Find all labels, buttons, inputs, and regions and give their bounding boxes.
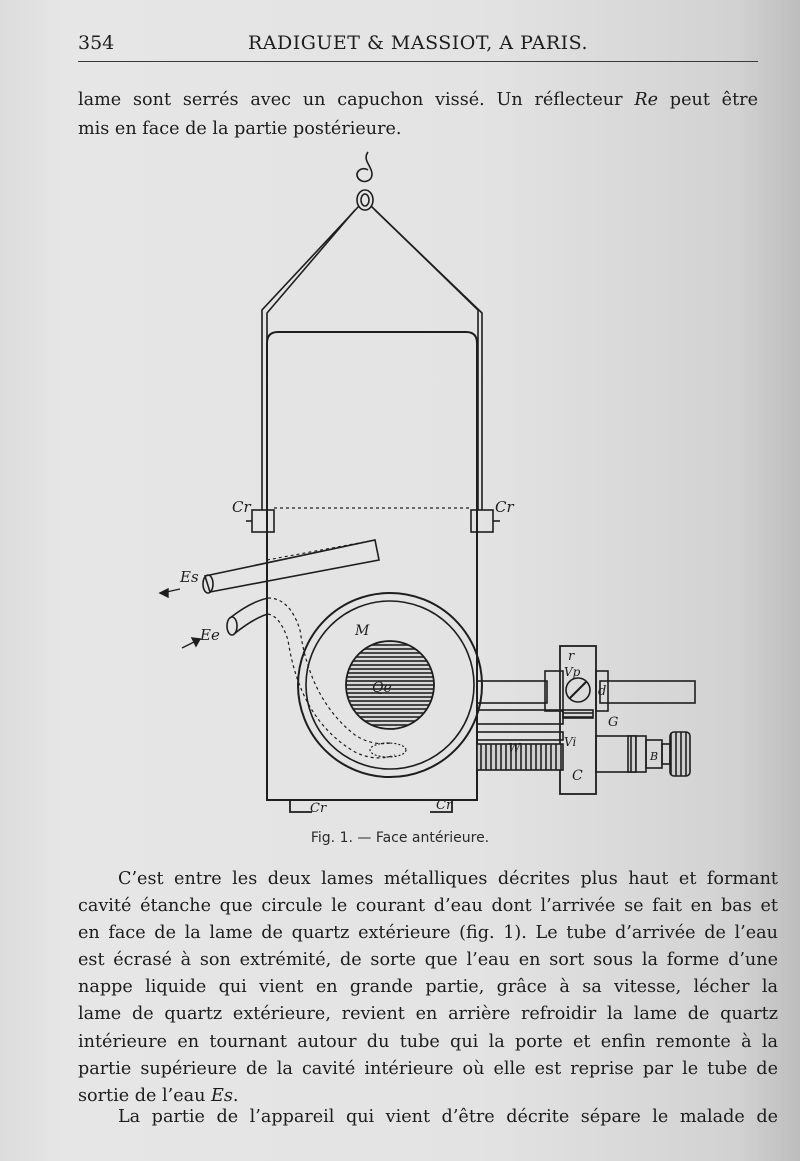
- paragraph-2-line-4: est écrasé à son extrémité, de sorte que l’eau en sort sous la forme d’une: [78, 950, 778, 971]
- paragraph-2-line-9: sortie de l’eau Es.: [78, 1085, 239, 1106]
- figure-caption: Fig. 1. — Face antérieure.: [310, 830, 490, 846]
- paragraph-2-line-7: intérieure en tournant autour du tube qui la porte et enfin remonte à la: [78, 1031, 778, 1052]
- paragraph-2: [78, 866, 778, 1110]
- paragraph-3-line-1: La partie de l’appareil qui vient d’être décrite sépare le malade de: [118, 1107, 778, 1127]
- label-cr-bottom-right: Cr: [436, 798, 453, 813]
- label-vp: Vp: [564, 665, 581, 679]
- hanger-wire-right: [371, 206, 478, 510]
- label-es: Es: [180, 568, 199, 586]
- label-qe: Qe: [372, 680, 392, 696]
- support-rod: [477, 681, 547, 703]
- page-number: 354: [78, 32, 115, 54]
- apparatus-drawing: [150, 140, 710, 830]
- outlet-tube-es: [205, 540, 379, 592]
- apparatus-body: [267, 332, 477, 800]
- paragraph-2-line-1: C’est entre les deux lames métalliques décrites plus haut et formant: [118, 869, 778, 889]
- label-m: M: [355, 623, 370, 639]
- paragraph-2-line-3: en face de la lame de quartz extérieure (fig. 1). Le tube d’arrivée de l’eau: [78, 923, 778, 944]
- label-cr-bottom-left: Cr: [310, 801, 327, 816]
- hook: [357, 152, 372, 181]
- hanger-wire-left: [262, 206, 359, 510]
- label-ee: Ee: [200, 626, 220, 644]
- label-w: W: [508, 741, 521, 755]
- clamp-left: [252, 510, 274, 532]
- paragraph-3: [78, 1104, 778, 1131]
- hanger-ring: [357, 190, 373, 210]
- outlet-symbol: Es: [211, 1085, 233, 1106]
- paragraph-1-line-1: lame sont serrés avec un capuchon vissé. Un réflecteur Re peut être: [78, 90, 758, 110]
- label-r: r: [568, 649, 575, 664]
- label-b: B: [650, 750, 659, 763]
- label-vi: Vi: [564, 735, 577, 749]
- figure-apparatus: [150, 140, 710, 830]
- label-cr-left: Cr: [232, 498, 251, 516]
- reflector-symbol: Re: [634, 90, 659, 110]
- paragraph-1-line-2: mis en face de la partie postérieure.: [78, 119, 402, 139]
- label-c: C: [572, 768, 583, 784]
- paragraph-2-line-6: lame de quartz extérieure, revient en arrière refroidir la lame de quartz: [78, 1004, 778, 1025]
- label-cr-right: Cr: [495, 498, 514, 516]
- inlet-tube-ee: [230, 598, 268, 618]
- running-title: RADIGUET & MASSIOT, A PARIS.: [247, 32, 589, 54]
- paragraph-2-line-2: cavité étanche que circule le courant d’eau dont l’arrivée se fait en bas et: [78, 896, 778, 917]
- label-d: d: [598, 684, 607, 699]
- header-rule: [78, 61, 758, 62]
- knurled-knob: [670, 732, 690, 776]
- label-g: G: [608, 715, 619, 730]
- page-header: [78, 30, 758, 60]
- paragraph-2-line-8: partie supérieure de la cavité intérieure où elle est reprise par le tube de: [78, 1058, 778, 1079]
- paragraph-2-line-5: nappe liquide qui vient en grande partie, grâce à sa vitesse, lécher la: [78, 977, 778, 998]
- clamp-right: [471, 510, 493, 532]
- paragraph-1: [78, 86, 758, 144]
